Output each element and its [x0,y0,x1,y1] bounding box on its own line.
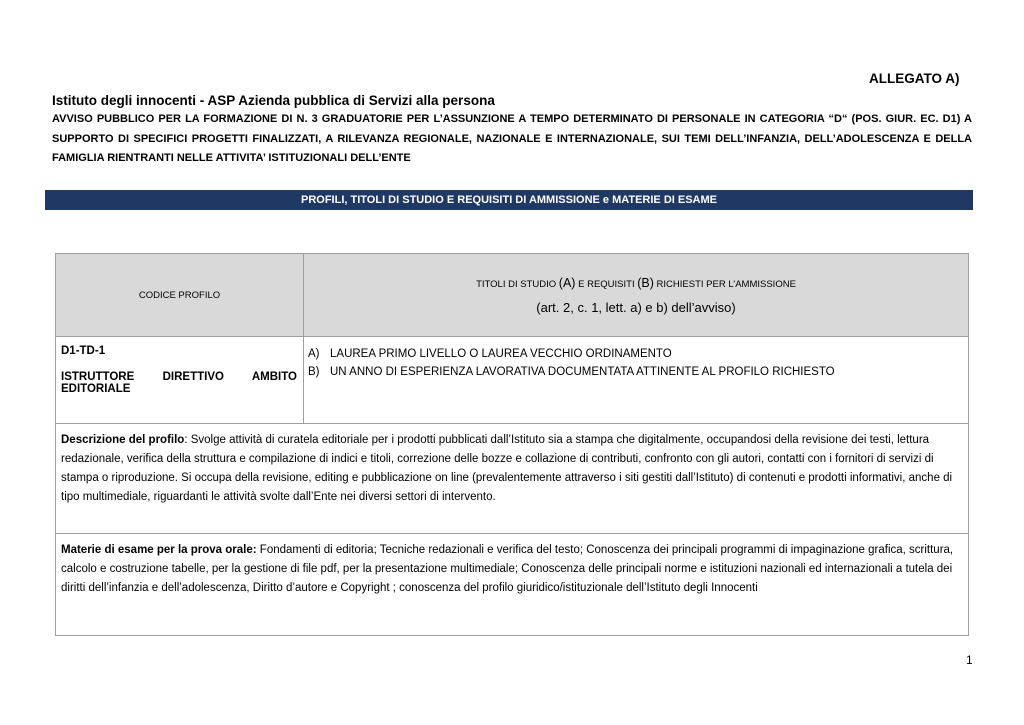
header-titoli-a: (A) [558,275,576,290]
profile-name-line2: EDITORIALE [61,383,131,395]
header-titoli-mid: E REQUISITI [575,278,638,290]
materie-label: Materie di esame per la prova orale: [61,544,257,556]
requirement-item [308,345,963,363]
page-number: 1 [966,653,973,667]
institute-heading: Istituto degli innocenti - ASP Azienda pubblica di Servizi alla persona [52,93,495,108]
materie-row [56,534,969,636]
header-titoli-pre: TITOLI DI STUDIO [476,278,559,290]
profile-table [55,253,969,636]
header-titoli-b: (B) [637,275,654,290]
header-titoli-requisiti [304,254,969,337]
profile-code: D1-TD-1 [61,345,106,357]
profile-name-line1: ISTRUTTORE DIRETTIVO AMBITO [61,371,297,383]
description-cell [56,424,969,534]
description-row [56,424,969,534]
avviso-text: AVVISO PUBBLICO PER LA FORMAZIONE DI N. 3 GRADUATORIE PER L’ASSUNZIONE A TEMPO DETERMINATO DI PERSONALE IN CATEGORIA “D“ (POS. GIUR. EC. D1) A SUPPORTO DI SPECIFICI PROGETTI FINALIZZATI, A RILEVANZA REGIONALE, NAZIONALE E INTERNAZIONALE, SUI TEMI DELL’INFANZIA, DELL’ADOLESCENZA E DELLA FAMIGLIA RIENTRANTI NELLE ATTIVITA’ ISTITUZIONALI DELL’ENTE [52,113,972,164]
requirement-label: A) [308,348,320,360]
header-codice-profilo: CODICE PROFILO [56,254,304,337]
requirement-label: B) [308,366,320,378]
section-banner: PROFILI, TITOLI DI STUDIO E REQUISITI DI AMMISSIONE e MATERIE DI ESAME [45,190,973,210]
description-text: : Svolge attività di curatela editoriale per i prodotti pubblicati dall’Istituto sia a stampa che digitalmente, occupandosi della revisione dei testi, lettura redazionale, verifica della struttura e compilazione di indici e titoli, correzione delle bozze e collazione di contributi, confronto con gli autori, contatti con i fornitori di servizi di stampa o riproduzione. Si occupa della revisione, editing e pubblicazione on line (prevalentemente attraverso i siti gestiti dall’Istituto) di contenuti e prodotti informativi, anche di tipo multimediale, riguardanti le attività svolte dall’Ente nei diversi settori di intervento. [61,434,953,503]
description-label: Descrizione del profilo [61,434,185,446]
requirements-cell [304,337,969,424]
requirement-text: LAUREA PRIMO LIVELLO O LAUREA VECCHIO ORDINAMENTO [330,348,672,360]
materie-cell [56,534,969,636]
profile-cell [56,337,304,424]
materie-text: Fondamenti di editoria; Tecniche redazionali e verifica del testo; Conoscenza dei principali programmi di impaginazione grafica, scrittura, calcolo e costruzione tabelle, per la gestione di file pdf, per la presentazione multimediale; Conoscenza delle principali norme e istituzioni nazionali ed internazionali a tutela dei diritti dell’infanzia e dell’adolescenza, Diritto d’autore e Copyright ; conoscenza del profilo giuridico/istituzionale dell’Istituto degli Innocenti [61,544,954,594]
header-titoli-post: RICHIESTI PER L’AMMISSIONE [653,278,796,290]
allegato-label: ALLEGATO A) [869,71,960,86]
header-titoli-line [305,276,967,290]
table-header-row [56,254,969,337]
requirement-text: UN ANNO DI ESPERIENZA LAVORATIVA DOCUMENTATA ATTINENTE AL PROFILO RICHIESTO [330,366,835,378]
header-article-reference: (art. 2, c. 1, lett. a) e b) dell’avviso) [536,299,736,315]
requirement-item [308,363,963,381]
profile-row [56,337,969,424]
